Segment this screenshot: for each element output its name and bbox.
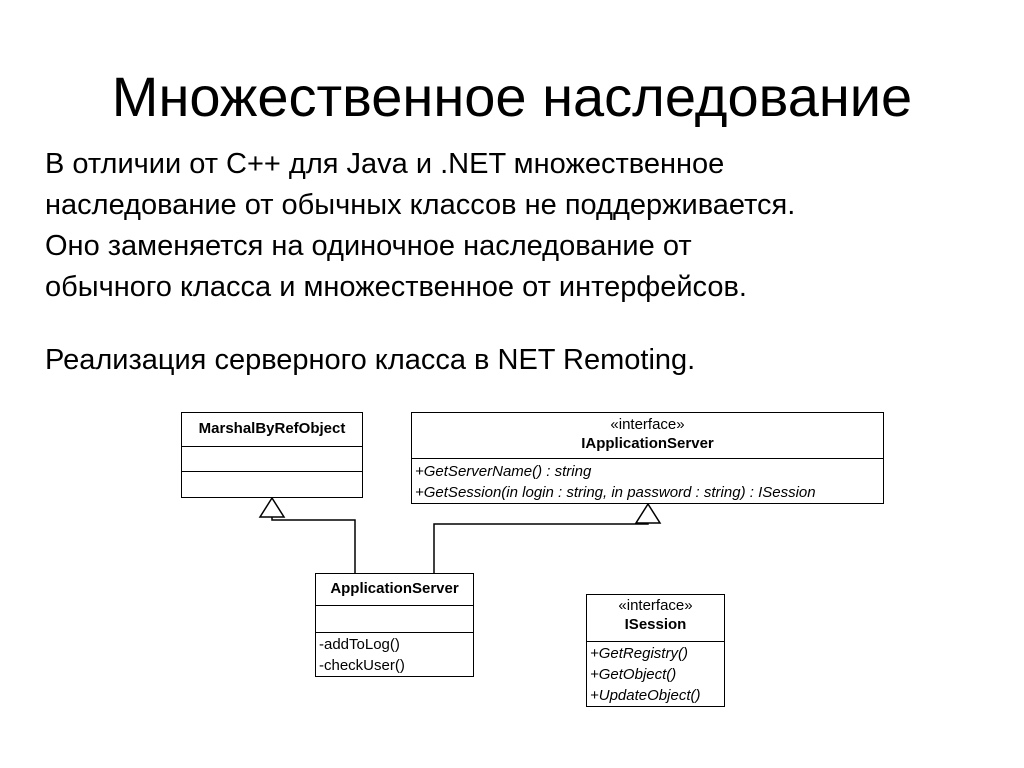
intro-paragraph — [45, 144, 795, 308]
operations-compartment — [316, 632, 473, 676]
operation: +GetRegistry() — [590, 645, 688, 662]
operations-compartment — [182, 471, 362, 497]
intro-line: В отличии от С++ для Java и .NET множественное — [45, 148, 725, 180]
attributes-compartment — [316, 605, 473, 632]
interface-name: IApplicationServer — [581, 435, 714, 452]
operations-compartment — [412, 458, 883, 503]
class-name: MarshalByRefObject — [198, 420, 346, 437]
interface-name: ISession — [624, 616, 687, 633]
operation: +GetServerName() : string — [415, 463, 592, 480]
attributes-compartment — [182, 446, 362, 471]
operation: -checkUser() — [319, 657, 405, 674]
operation: +UpdateObject() — [590, 687, 701, 704]
operation: +GetSession(in login : string, in password : string) : ISession — [415, 484, 816, 501]
inheritance-line-marshal — [272, 517, 355, 573]
interface-header — [412, 413, 883, 458]
operation: +GetObject() — [590, 666, 677, 683]
interface-header — [587, 595, 724, 641]
slide-title: Множественное наследование — [111, 65, 913, 128]
operations-compartment — [587, 641, 724, 706]
remoting-paragraph: Реализация серверного класса в NET Remoting. — [45, 344, 696, 376]
generalization-arrow-marshal — [260, 498, 284, 517]
interface-iapplication-server — [411, 412, 884, 504]
interface-isession — [586, 594, 725, 707]
class-application-server — [315, 573, 474, 677]
stereotype-label: «interface» — [610, 416, 685, 433]
realization-line-iappserver — [434, 523, 648, 573]
realization-arrow-iappserver — [636, 504, 660, 523]
intro-line: Оно заменяется на одиночное наследование от — [45, 230, 692, 262]
intro-line: наследование от обычных классов не поддерживается. — [45, 189, 796, 221]
class-name: ApplicationServer — [330, 580, 459, 597]
class-marshal-by-ref-object — [181, 412, 363, 498]
operation: -addToLog() — [319, 636, 400, 653]
stereotype-label: «interface» — [618, 597, 693, 614]
intro-line: обычного класса и множественное от интерфейсов. — [45, 271, 747, 303]
